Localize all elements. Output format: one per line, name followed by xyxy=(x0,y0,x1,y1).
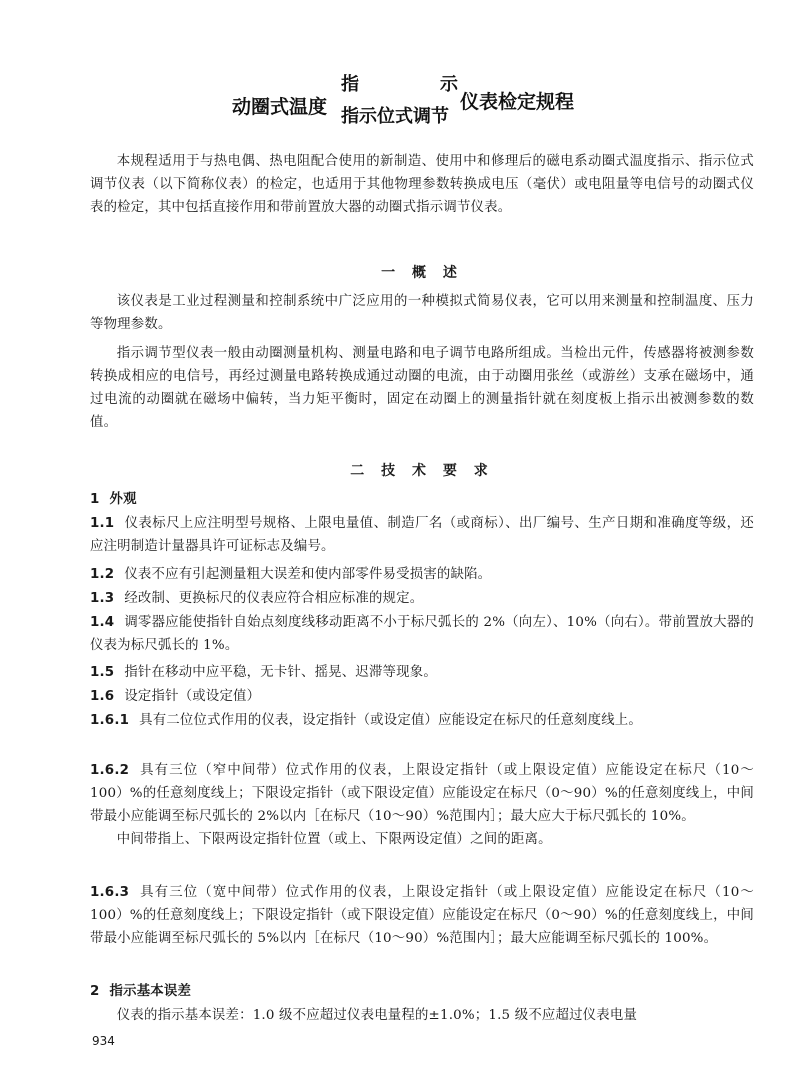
item-text: 调零器应能使指针自始点刻度线移动距离不小于标尺弧长的 2%（向左）、10%（向右）。带前置放大器的仪表为标尺弧长的 1%。 xyxy=(90,615,754,653)
overview-paragraph-1: 该仪表是工业过程测量和控制系统中广泛应用的一种模拟式简易仪表，它可以用来测量和控制温度、压力等物理参数。 xyxy=(90,294,754,332)
intro-paragraph: 本规程适用于与热电偶、热电阻配合使用的新制造、使用中和修理后的磁电系动圈式温度指示、指示位式调节仪表（以下简称仪表）的检定，也适用于其他物理参数转换成电压（毫伏）或电阻量等电信号的动圈式仪表的检定，其中包括直接作用和带前置放大器的动圈式指示调节仪表。 xyxy=(90,154,754,215)
item-number: 1.2 xyxy=(90,567,115,582)
item-text: 设定指针（或设定值） xyxy=(124,689,261,704)
item-number: 1.6.3 xyxy=(90,885,130,900)
item-2-body: 仪表的指示基本误差：1.0 级不应超过仪表电量程的±1.0%；1.5 级不应超过仪表电量 xyxy=(116,1008,638,1023)
item-1-2 xyxy=(90,563,754,586)
item-1-5 xyxy=(90,661,754,684)
item-1-4 xyxy=(90,611,754,657)
item-note: 中间带指上、下限两设定指针位置（或上、下限两设定值）之间的距离。 xyxy=(116,832,552,847)
section-heading-overview: 一 概 述 xyxy=(381,265,463,281)
document-title xyxy=(232,70,652,132)
title-part-right: 仪表检定规程 xyxy=(460,91,575,113)
item-1-6-3 xyxy=(90,881,754,950)
item-text: 经改制、更换标尺的仪表应符合相应标准的规定。 xyxy=(124,591,424,606)
item-1-6 xyxy=(90,685,754,708)
item-1-6-2 xyxy=(90,759,754,851)
item-number: 1.6 xyxy=(90,689,115,704)
item-number: 2 xyxy=(90,984,100,999)
item-number: 1.6.1 xyxy=(90,713,130,728)
item-2-indication-error xyxy=(90,980,754,1003)
item-text: 指针在移动中应平稳，无卡针、摇晃、迟滞等现象。 xyxy=(124,665,437,680)
item-text: 仪表标尺上应注明型号规格、上限电量值、制造厂名（或商标）、出厂编号、生产日期和准确度等级，还应注明制造计量器具许可证标志及编号。 xyxy=(90,516,754,554)
item-number: 1.6.2 xyxy=(90,763,130,778)
item-text: 具有二位位式作用的仪表，设定指针（或设定值）应能设定在标尺的任意刻度线上。 xyxy=(139,713,642,728)
item-text: 指示基本误差 xyxy=(109,984,192,999)
item-number: 1.1 xyxy=(90,516,115,531)
title-stack-top: 指 xyxy=(341,74,359,95)
section-heading-technical-requirements: 二 技 术 要 求 xyxy=(350,463,494,479)
item-number: 1.5 xyxy=(90,665,115,680)
item-1-3 xyxy=(90,587,754,610)
overview-paragraph-2: 指示调节型仪表一般由动圈测量机构、测量电路和电子调节电路所组成。当检出元件，传感器将被测参数转换成相应的电信号，再经过测量电路转换成通过动圈的电流，由于动圈用张丝（或游丝）支承在磁场中，通过电流的动圈就在磁场中偏转，当力矩平衡时，固定在动圈上的测量指针就在刻度板上指示出被测参数的数值。 xyxy=(90,346,754,430)
item-text: 外观 xyxy=(109,492,137,507)
item-text: 具有三位（宽中间带）位式作用的仪表，上限设定指针（或上限设定值）应能设定在标尺（10～100）%的任意刻度线上；下限设定指针（或下限设定值）应能设定在标尺（0～90）%的任意刻度线上，中间带最小应能调至标尺弧长的 5%以内［在标尺（10～90）%范围内］；最大应能调至标尺弧长的 100%。 xyxy=(90,885,754,946)
title-part-left: 动圈式温度 xyxy=(232,96,328,118)
title-stack-bottom: 指示位式调节 xyxy=(341,106,449,127)
item-number: 1 xyxy=(90,492,100,507)
title-stack-top-right: 示 xyxy=(440,74,458,95)
item-1-6-1 xyxy=(90,709,754,732)
item-text: 仪表不应有引起测量粗大误差和使内部零件易受损害的缺陷。 xyxy=(124,567,492,582)
item-1-appearance xyxy=(90,488,754,511)
page-number: 934 xyxy=(92,1034,115,1048)
item-text: 具有三位（窄中间带）位式作用的仪表，上限设定指针（或上限设定值）应能设定在标尺（10～100）%的任意刻度线上；下限设定指针（或下限设定值）应能设定在标尺（0～90）%的任意刻度线上，中间带最小应能调至标尺弧长的 2%以内［在标尺（10～90）%范围内］；最大应大于标尺弧长的 10%。 xyxy=(90,763,754,824)
item-1-1 xyxy=(90,512,754,558)
item-number: 1.4 xyxy=(90,615,115,630)
item-number: 1.3 xyxy=(90,591,115,606)
